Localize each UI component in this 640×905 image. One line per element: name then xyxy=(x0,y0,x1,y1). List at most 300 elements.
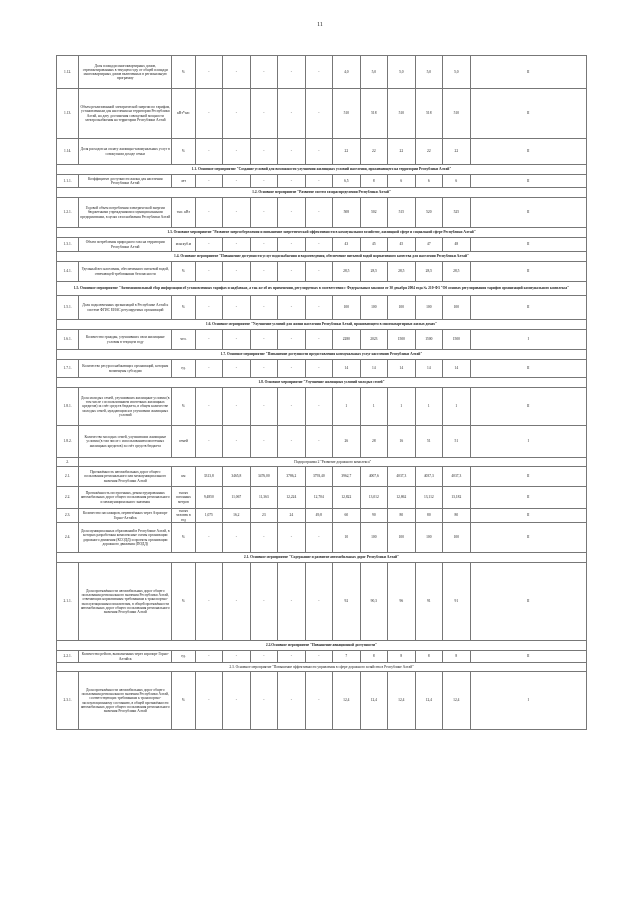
category-cell: II xyxy=(470,238,586,252)
indicator-row xyxy=(57,89,587,139)
section-row xyxy=(57,458,587,467)
value-cell: 24 xyxy=(278,509,306,523)
unit-cell: % xyxy=(172,56,195,89)
value-cell: - xyxy=(223,672,251,730)
value-cell: - xyxy=(278,651,306,663)
value-cell: 502 xyxy=(360,198,388,228)
value-cell: - xyxy=(223,360,251,378)
row-number: 1.5.1. xyxy=(57,296,79,320)
category-cell: I xyxy=(470,426,586,458)
section-title: 2.2.Основное мероприятие "Повышение авиационной доступности" xyxy=(57,641,587,651)
value-cell: - xyxy=(250,651,278,663)
unit-cell: чел. xyxy=(172,330,195,350)
row-number: 2.2.1. xyxy=(57,651,79,663)
value-cell: 13,012 xyxy=(360,487,388,509)
indicator-row xyxy=(57,56,587,89)
row-number: 2.1.1. xyxy=(57,563,79,641)
value-cell: - xyxy=(250,330,278,350)
value-cell: 8 xyxy=(443,651,471,663)
value-cell: 26 xyxy=(333,426,361,458)
value-cell: 3786,2 xyxy=(278,467,306,487)
value-cell: 100 xyxy=(415,296,443,320)
value-cell: 51 xyxy=(443,426,471,458)
category-cell: II xyxy=(470,651,586,663)
value-cell: - xyxy=(305,198,333,228)
value-cell: 1 xyxy=(415,388,443,426)
value-cell: 12,704 xyxy=(305,487,333,509)
value-cell: 28 xyxy=(360,426,388,458)
value-cell: - xyxy=(250,563,278,641)
unit-cell: % xyxy=(172,388,195,426)
value-cell: 1500 xyxy=(388,330,416,350)
indicator-row xyxy=(57,467,587,487)
category-cell: I xyxy=(470,330,586,350)
value-cell: 100 xyxy=(443,296,471,320)
indicator-row xyxy=(57,262,587,282)
value-cell: 28,5 xyxy=(415,262,443,282)
value-cell: - xyxy=(250,139,278,165)
category-cell: II xyxy=(470,563,586,641)
value-cell: 100 xyxy=(360,296,388,320)
value-cell: - xyxy=(278,563,306,641)
section-title: 1.3. Основное мероприятие "Развитие энергосбережения и повышение энергетической эффективности в коммунальном хозяйстве, жилищной сфере и социальной сфере Республики Алтай" xyxy=(57,228,587,238)
row-number: 2.3. xyxy=(57,509,79,523)
value-cell: - xyxy=(250,388,278,426)
value-cell: 22 xyxy=(360,139,388,165)
value-cell: - xyxy=(223,651,251,663)
indicator-row xyxy=(57,487,587,509)
value-cell: 8 xyxy=(388,651,416,663)
value-cell: - xyxy=(278,426,306,458)
value-cell: - xyxy=(250,296,278,320)
value-cell: 48 xyxy=(443,238,471,252)
value-cell: - xyxy=(250,523,278,553)
value-cell: - xyxy=(223,198,251,228)
value-cell: - xyxy=(305,139,333,165)
value-cell: - xyxy=(195,360,223,378)
section-title: 1.8. Основное мероприятие "Улучшение жилищных условий молодых семей" xyxy=(57,378,587,388)
value-cell: - xyxy=(278,175,306,188)
value-cell: 1,075 xyxy=(195,509,223,523)
value-cell: 5,0 xyxy=(388,56,416,89)
value-cell: 12,224 xyxy=(278,487,306,509)
unit-cell: тысяч человек в год xyxy=(172,509,195,523)
value-cell: 4,0 xyxy=(333,56,361,89)
value-cell: 11,363 xyxy=(250,487,278,509)
value-cell: 510 xyxy=(443,89,471,139)
row-number: 1.7.1. xyxy=(57,360,79,378)
value-cell: - xyxy=(278,139,306,165)
value-cell: 9,4850 xyxy=(195,487,223,509)
value-cell: - xyxy=(250,89,278,139)
value-cell: - xyxy=(305,175,333,188)
section-title: 2.3. Основное мероприятие "Повышение эффективности управления в сфере дорожного хозяйства в Республике Алтай" xyxy=(57,663,587,672)
unit-cell: % xyxy=(172,296,195,320)
value-cell: - xyxy=(278,198,306,228)
value-cell: - xyxy=(278,360,306,378)
value-cell: 80 xyxy=(388,509,416,523)
value-cell: 3476,00 xyxy=(250,467,278,487)
value-cell: - xyxy=(278,330,306,350)
section-row xyxy=(57,252,587,262)
value-cell: 12,4 xyxy=(443,672,471,730)
unit-cell: тыс. кВт xyxy=(172,198,195,228)
unit-cell: км xyxy=(172,467,195,487)
value-cell: 92 xyxy=(333,563,361,641)
value-cell: 4037,3 xyxy=(388,467,416,487)
value-cell: 14 xyxy=(333,360,361,378)
indicator-name: Количество ресурсоснабжающих организаций, которым возмещены субсидии xyxy=(79,360,172,378)
section-row xyxy=(57,553,587,563)
value-cell: - xyxy=(278,523,306,553)
value-cell: 13,182 xyxy=(443,487,471,509)
category-cell: II xyxy=(470,523,586,553)
value-cell: 1 xyxy=(360,388,388,426)
value-cell: - xyxy=(305,296,333,320)
value-cell: - xyxy=(250,175,278,188)
value-cell: 6 xyxy=(388,175,416,188)
value-cell: - xyxy=(278,388,306,426)
value-cell: 100 xyxy=(333,296,361,320)
value-cell: - xyxy=(278,262,306,282)
category-cell: II xyxy=(470,56,586,89)
value-cell: 12,4 xyxy=(360,672,388,730)
value-cell: 22 xyxy=(388,139,416,165)
row-number: 2.1. xyxy=(57,467,79,487)
category-cell: II xyxy=(470,509,586,523)
indicator-row xyxy=(57,509,587,523)
row-number: 2. xyxy=(57,458,79,467)
category-cell: II xyxy=(470,360,586,378)
value-cell: 3465,8 xyxy=(223,467,251,487)
value-cell: - xyxy=(195,89,223,139)
value-cell: - xyxy=(223,296,251,320)
value-cell: 5,0 xyxy=(415,56,443,89)
value-cell: - xyxy=(223,139,251,165)
category-cell: II xyxy=(470,175,586,188)
value-cell: 1500 xyxy=(443,330,471,350)
value-cell: 100 xyxy=(388,523,416,553)
value-cell: - xyxy=(305,426,333,458)
value-cell: - xyxy=(250,238,278,252)
page-number: 11 xyxy=(317,22,323,28)
section-row xyxy=(57,663,587,672)
value-cell: - xyxy=(195,238,223,252)
value-cell: 11,067 xyxy=(223,487,251,509)
value-cell: - xyxy=(278,56,306,89)
value-cell: - xyxy=(305,330,333,350)
value-cell: 12,4 xyxy=(333,672,361,730)
value-cell: 515 xyxy=(388,198,416,228)
indicator-row xyxy=(57,563,587,641)
section-title: Подпрограмма 2 "Развитие дорожного комплекса" xyxy=(79,458,587,467)
indicator-name: Доля молодых семей, улучшивших жилищные условия (в том числе с использованием ипотечных жилищных кредитов) за счёт средств бюджета, в общем количестве молодых семей, нуждающихся в улучшении жилищных условий xyxy=(79,388,172,426)
value-cell: - xyxy=(278,238,306,252)
indicator-row xyxy=(57,175,587,188)
value-cell: 510 xyxy=(388,89,416,139)
value-cell: 22 xyxy=(333,139,361,165)
indicator-name: Количество пассажиров, перевезённых через Аэропорт Горно-Алтайск xyxy=(79,509,172,523)
indicator-name: Доля подключенных организаций в Республике Алтай к системе ФГИС ЕИАС регулируемых организаций xyxy=(79,296,172,320)
section-row xyxy=(57,165,587,175)
indicator-row xyxy=(57,651,587,663)
indicator-name: Удельный вес населения, обеспеченного питьевой водой, отвечающей требованиям безопасности xyxy=(79,262,172,282)
section-row xyxy=(57,378,587,388)
value-cell: 16 xyxy=(388,426,416,458)
value-cell: 6,5 xyxy=(333,175,361,188)
value-cell: - xyxy=(223,523,251,553)
value-cell: - xyxy=(305,651,333,663)
unit-cell: % xyxy=(172,563,195,641)
value-cell: - xyxy=(223,426,251,458)
value-cell: - xyxy=(195,296,223,320)
indicator-name: Доля площади многоквартирных домов, отремонтированных в текущем году от общей площади многоквартирных домов включенных в региональную программу xyxy=(79,56,172,89)
unit-cell: лет xyxy=(172,175,195,188)
value-cell: - xyxy=(195,426,223,458)
value-cell: - xyxy=(305,563,333,641)
value-cell: - xyxy=(195,175,223,188)
indicator-name: Доля расходов на оплату жилищно-коммунальных услуг в совокупном доходе семьи xyxy=(79,139,172,165)
indicator-name: Объем потребления природного газа на территории Республики Алтай xyxy=(79,238,172,252)
value-cell: 2280 xyxy=(333,330,361,350)
value-cell: 4037,3 xyxy=(443,467,471,487)
value-cell: 51 xyxy=(415,426,443,458)
unit-cell: % xyxy=(172,672,195,730)
row-number: 1.14. xyxy=(57,139,79,165)
value-cell: 1 xyxy=(443,388,471,426)
value-cell: 508 xyxy=(333,198,361,228)
value-cell: 91 xyxy=(415,563,443,641)
value-cell: 510 xyxy=(333,89,361,139)
row-number: 1.3.1. xyxy=(57,238,79,252)
row-number: 1.1.1. xyxy=(57,175,79,188)
value-cell: - xyxy=(195,330,223,350)
value-cell: 96 xyxy=(388,563,416,641)
value-cell: - xyxy=(250,198,278,228)
value-cell: 3962,7 xyxy=(333,467,361,487)
value-cell: 22 xyxy=(415,139,443,165)
value-cell: - xyxy=(195,388,223,426)
value-cell: 60 xyxy=(333,509,361,523)
value-cell: 100 xyxy=(360,523,388,553)
value-cell: 91 xyxy=(443,563,471,641)
value-cell: 525 xyxy=(443,198,471,228)
value-cell: 43 xyxy=(333,238,361,252)
unit-cell: ед. xyxy=(172,360,195,378)
value-cell: - xyxy=(305,523,333,553)
value-cell: 49,8 xyxy=(305,509,333,523)
value-cell: 22 xyxy=(443,139,471,165)
indicator-row xyxy=(57,238,587,252)
category-cell: II xyxy=(470,89,586,139)
category-cell: II xyxy=(470,487,586,509)
indicator-row xyxy=(57,426,587,458)
row-number: 2.4. xyxy=(57,523,79,553)
section-row xyxy=(57,188,587,198)
category-cell: II xyxy=(470,139,586,165)
row-number: 1.6.1. xyxy=(57,330,79,350)
value-cell: 28,5 xyxy=(360,262,388,282)
value-cell: 12,862 xyxy=(388,487,416,509)
value-cell: - xyxy=(250,360,278,378)
value-cell: - xyxy=(250,262,278,282)
value-cell: - xyxy=(223,175,251,188)
value-cell: 8 xyxy=(415,651,443,663)
category-cell: II xyxy=(470,198,586,228)
value-cell: 100 xyxy=(388,296,416,320)
row-number: 1.4.1. xyxy=(57,262,79,282)
indicator-name: Количество граждан, улучшивших свои жилищные условия в текущем году xyxy=(79,330,172,350)
section-title: 1.6. Основное мероприятие "Улучшение условий для жизни населения Республики Алтай, проживающего в многоквартирных жилых домах" xyxy=(57,320,587,330)
value-cell: 10 xyxy=(333,523,361,553)
value-cell: 3313,8 xyxy=(195,467,223,487)
section-title: 2.1. Основное мероприятие "Содержание и развитие автомобильных дорог Республики Алтай" xyxy=(57,553,587,563)
value-cell: 80 xyxy=(443,509,471,523)
value-cell: 100 xyxy=(415,523,443,553)
section-title: 1.1. Основное мероприятие "Создание условий для возможности улучшения жилищных условий населения, проживающего на территории Республики Алтай" xyxy=(57,165,587,175)
value-cell: - xyxy=(305,360,333,378)
value-cell: - xyxy=(195,523,223,553)
value-cell: 14 xyxy=(360,360,388,378)
row-number: 1.2.1. xyxy=(57,198,79,228)
value-cell: 47 xyxy=(415,238,443,252)
value-cell: 28,5 xyxy=(443,262,471,282)
value-cell: - xyxy=(223,56,251,89)
unit-cell: % xyxy=(172,139,195,165)
indicator-row xyxy=(57,672,587,730)
value-cell: 520 xyxy=(415,198,443,228)
value-cell: - xyxy=(223,89,251,139)
value-cell: 14 xyxy=(415,360,443,378)
unit-cell: кВт*час xyxy=(172,89,195,139)
unit-cell: % xyxy=(172,523,195,553)
value-cell: 6 xyxy=(443,175,471,188)
value-cell: 28,5 xyxy=(388,262,416,282)
unit-cell: ед. xyxy=(172,651,195,663)
value-cell: 14 xyxy=(388,360,416,378)
indicator-row xyxy=(57,139,587,165)
value-cell: 4037,3 xyxy=(415,467,443,487)
value-cell: 3793,40 xyxy=(305,467,333,487)
value-cell: - xyxy=(305,89,333,139)
indicator-name: Доля протяжённости автомобильных дорог общего пользования регионального значения Республики Алтай, соответствующих требованиям к транспортно-эксплуатационному состоянию, в общей протяжённости автомобильных дорог общего пользования регионального значения Республики Алтай xyxy=(79,672,172,730)
row-number: 2.3.1. xyxy=(57,672,79,730)
category-cell: II xyxy=(470,296,586,320)
value-cell: 12,4 xyxy=(415,672,443,730)
value-cell: 5,0 xyxy=(360,56,388,89)
row-number: 1.12. xyxy=(57,56,79,89)
value-cell: - xyxy=(195,139,223,165)
row-number: 2.2. xyxy=(57,487,79,509)
indicator-row xyxy=(57,388,587,426)
indicator-name: Количество молодых семей, улучшивших жилищные условия (в том числе с использованием ипотечных жилищных кредитов) за счёт средств бюджета xyxy=(79,426,172,458)
value-cell: - xyxy=(223,563,251,641)
value-cell: 8 xyxy=(360,175,388,188)
row-number: 1.8.1. xyxy=(57,388,79,426)
value-cell: - xyxy=(250,56,278,89)
category-cell: I xyxy=(470,672,586,730)
value-cell: 45 xyxy=(360,238,388,252)
value-cell: 1500 xyxy=(415,330,443,350)
value-cell: 1 xyxy=(388,388,416,426)
section-title: 1.2. Основное мероприятие "Развитие систем газораспределения Республики Алтай" xyxy=(57,188,587,198)
value-cell: - xyxy=(195,198,223,228)
indicator-name: Объем реализованной электрической энергии по тарифам, установленным для населения на территории Республики Алтай, на дату достижения совокупной мощности электроснабжения на территории Республики Алтай xyxy=(79,89,172,139)
section-row xyxy=(57,641,587,651)
value-cell: - xyxy=(305,672,333,730)
value-cell: - xyxy=(278,89,306,139)
value-cell: - xyxy=(278,672,306,730)
value-cell: 1 xyxy=(333,388,361,426)
value-cell: - xyxy=(195,672,223,730)
value-cell: 80 xyxy=(415,509,443,523)
category-cell: II xyxy=(470,262,586,282)
value-cell: - xyxy=(250,426,278,458)
value-cell: 12,4 xyxy=(388,672,416,730)
value-cell: 12,822 xyxy=(333,487,361,509)
value-cell: - xyxy=(195,56,223,89)
unit-cell: % xyxy=(172,262,195,282)
value-cell: 90,3 xyxy=(360,563,388,641)
indicator-row xyxy=(57,523,587,553)
value-cell: 2023 xyxy=(360,330,388,350)
row-number: 1.8.2. xyxy=(57,426,79,458)
indicator-name: Коэффициент доступности жилья для населения Республики Алтай xyxy=(79,175,172,188)
value-cell: - xyxy=(195,563,223,641)
value-cell: 14 xyxy=(443,360,471,378)
value-cell: - xyxy=(305,238,333,252)
section-row xyxy=(57,228,587,238)
value-cell: 6 xyxy=(415,175,443,188)
value-cell: - xyxy=(223,262,251,282)
value-cell: 8 xyxy=(360,651,388,663)
value-cell: - xyxy=(195,262,223,282)
section-row xyxy=(57,320,587,330)
indicator-name: Количество рейсов, выполненных через аэропорт Горно-Алтайск xyxy=(79,651,172,663)
value-cell: - xyxy=(223,330,251,350)
unit-cell: семей xyxy=(172,426,195,458)
value-cell: 100 xyxy=(443,523,471,553)
indicator-row xyxy=(57,296,587,320)
value-cell: - xyxy=(195,651,223,663)
indicator-row xyxy=(57,330,587,350)
value-cell: 90 xyxy=(360,509,388,523)
unit-cell: тысяч погонных метров xyxy=(172,487,195,509)
value-cell: - xyxy=(223,238,251,252)
row-number: 1.13. xyxy=(57,89,79,139)
indicators-table xyxy=(56,55,587,730)
value-cell: - xyxy=(223,388,251,426)
value-cell: 7 xyxy=(333,651,361,663)
unit-cell: млн куб.м xyxy=(172,238,195,252)
value-cell: - xyxy=(305,262,333,282)
category-cell: II xyxy=(470,467,586,487)
value-cell: 13,112 xyxy=(415,487,443,509)
value-cell: - xyxy=(305,56,333,89)
category-cell: II xyxy=(470,388,586,426)
section-title: 1.4. Основное мероприятие "Повышение доступности услуг водоснабжения и водоотведения, обеспечение питьевой водой нормативного качества для населения Республики Алтай" xyxy=(57,252,587,262)
value-cell: - xyxy=(278,296,306,320)
indicator-row xyxy=(57,360,587,378)
value-cell: 16,2 xyxy=(223,509,251,523)
indicator-name: Доля муниципальных образований в Республике Алтай, в которых разработаны комплексные схемы организации дорожного движения (КСОДД) и проекты организации дорожного движения (ПОДД) xyxy=(79,523,172,553)
section-row xyxy=(57,282,587,296)
section-row xyxy=(57,350,587,360)
value-cell: 518 xyxy=(415,89,443,139)
indicator-row xyxy=(57,198,587,228)
value-cell: 4007,6 xyxy=(360,467,388,487)
section-title: 1.5. Основное мероприятие "Антимонопольный сбор информации об установленных тарифах и надбавках, а так же об их применении, регулируемых в соответствии с Федеральным законом от 30 декабря 2004 года № 210-ФЗ "Об основах регулирования тарифов организаций коммунального комплекса" xyxy=(57,282,587,296)
